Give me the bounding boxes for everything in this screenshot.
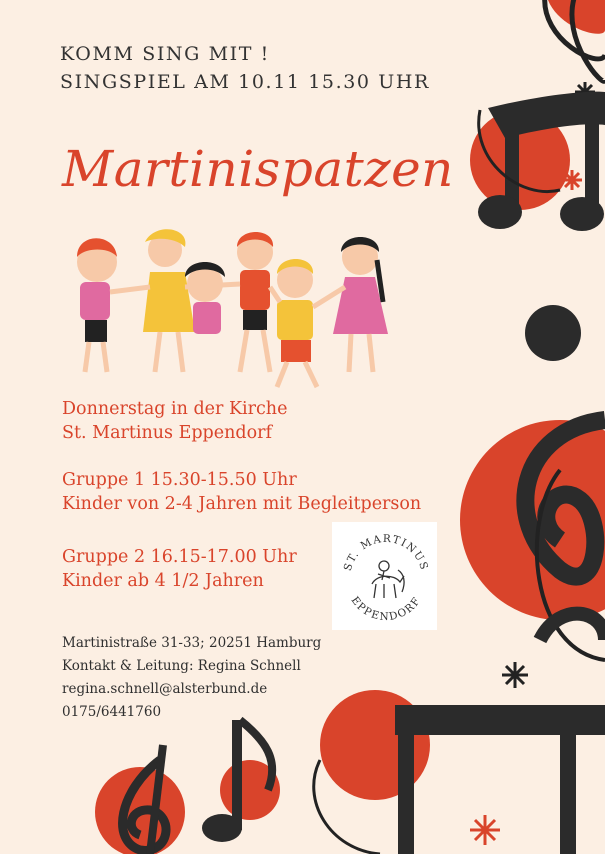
location-line-2: St. Martinus Eppendorf (62, 423, 272, 443)
contact-info (62, 632, 321, 724)
star-icon (502, 662, 528, 688)
treble-clef-icon (95, 745, 185, 854)
phone: 0175/6441760 (62, 704, 162, 720)
st-martinus-seal (332, 522, 437, 630)
address: Martinistraße 31-33; 20251 Hamburg (62, 635, 322, 651)
music-note-icon (202, 720, 280, 842)
group-1 (62, 468, 421, 516)
location-info (62, 397, 287, 445)
header (60, 40, 430, 96)
contact-person: Kontakt & Leitung: Regina Schnell (62, 658, 301, 674)
seal-text-top: ST. MARTINUS (341, 532, 431, 573)
page-title: Martinispatzen (62, 140, 454, 198)
group-1-time: Gruppe 1 15.30-15.50 Uhr (62, 470, 297, 490)
header-line-1: KOMM SING MIT ! (60, 43, 270, 65)
music-note-icon (545, 0, 605, 81)
horseman-icon (372, 561, 404, 598)
star-icon (470, 815, 500, 845)
svg-text:EPPENDORF (349, 595, 424, 624)
location-line-1: Donnerstag in der Kirche (62, 399, 288, 419)
dot-icon (525, 305, 581, 361)
seal-text-bottom: EPPENDORF (348, 594, 424, 624)
svg-text:ST. MARTINUS (342, 533, 431, 573)
children-illustration (55, 222, 400, 397)
star-icon (562, 170, 582, 190)
header-line-2: SINGSPIEL AM 10.11 15.30 UHR (60, 71, 430, 93)
music-note-icon (470, 92, 605, 231)
email-link[interactable]: regina.schnell@alsterbund.de (62, 681, 268, 697)
treble-clef-icon (460, 420, 605, 660)
group-2-description: Kinder ab 4 1/2 Jahren (62, 571, 264, 591)
music-note-icon (314, 690, 605, 854)
group-1-description: Kinder von 2-4 Jahren mit Begleitperson (62, 494, 422, 514)
group-2 (62, 545, 297, 593)
group-2-time: Gruppe 2 16.15-17.00 Uhr (62, 547, 297, 567)
